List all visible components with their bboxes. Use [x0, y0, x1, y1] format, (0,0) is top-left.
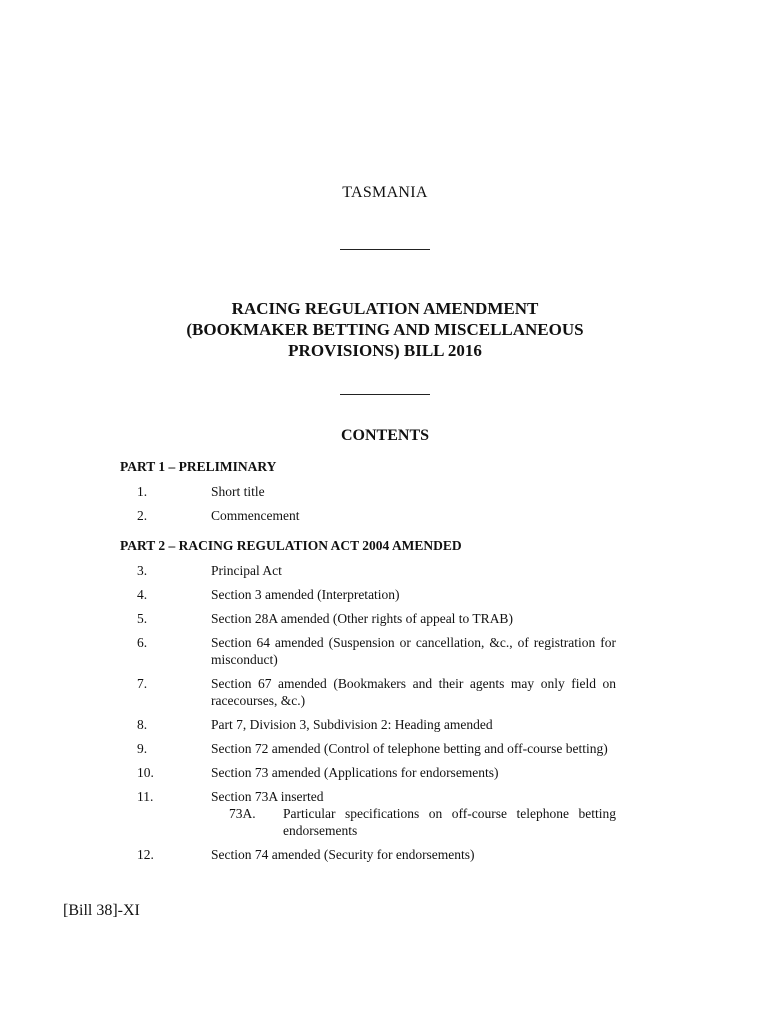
table-of-contents: [120, 459, 620, 870]
toc-entry-number: 7.: [137, 676, 148, 691]
toc-entry-number: 9.: [137, 741, 148, 756]
bill-reference: [Bill 38]-XI: [63, 902, 140, 919]
toc-entry-text: Section 3 amended (Interpretation): [211, 587, 400, 602]
toc-entry: [120, 634, 620, 668]
toc-entry: [120, 483, 620, 500]
part-heading: PART 1 – PRELIMINARY: [120, 459, 277, 474]
bill-title: [0, 298, 770, 361]
toc-entry-body: [211, 788, 616, 839]
toc-entry-text: Commencement: [211, 508, 300, 523]
toc-entry-number: 1.: [137, 484, 148, 499]
toc-entry: [120, 610, 620, 627]
toc-entry-number: 6.: [137, 635, 148, 650]
toc-sub-entry-number: 73A.: [229, 806, 256, 821]
toc-entry: [120, 716, 620, 733]
toc-entry-number: 10.: [137, 765, 154, 780]
toc-entry-text: Section 73 amended (Applications for endorsements): [211, 765, 499, 780]
toc-entry-text: Principal Act: [211, 563, 282, 578]
toc-sub-entry: [211, 805, 616, 839]
toc-entry-number: 2.: [137, 508, 148, 523]
toc-entry: [120, 507, 620, 524]
toc-entry: [120, 562, 620, 579]
toc-entry: [120, 675, 620, 709]
toc-sub-entry-text: Particular specifications on off-course telephone betting endorsements: [283, 806, 616, 838]
contents-heading: CONTENTS: [340, 427, 430, 444]
toc-entry-number: 3.: [137, 563, 148, 578]
separator-rule-top: [340, 249, 430, 250]
toc-entry-text: Section 64 amended (Suspension or cancellation, &c., of registration for misconduct): [211, 635, 616, 667]
toc-entry-number: 8.: [137, 717, 148, 732]
toc-entry: [120, 586, 620, 603]
toc-entry: [120, 740, 620, 757]
jurisdiction-heading: TASMANIA: [342, 184, 428, 201]
toc-entry: [120, 764, 620, 781]
toc-entry-text: Section 74 amended (Security for endorsements): [211, 847, 475, 862]
toc-entry-text: Short title: [211, 484, 265, 499]
toc-entry-text: Section 28A amended (Other rights of appeal to TRAB): [211, 611, 513, 626]
toc-entry-text: Section 67 amended (Bookmakers and their agents may only field on racecourses, &c.): [211, 676, 616, 708]
toc-entry-text: Part 7, Division 3, Subdivision 2: Heading amended: [211, 717, 493, 732]
toc-entry-text: Section 73A inserted: [211, 789, 324, 804]
toc-entry-number: 4.: [137, 587, 148, 602]
bill-title-line-1: RACING REGULATION AMENDMENT: [231, 299, 539, 318]
toc-entry-number: 11.: [137, 789, 154, 804]
separator-rule-bottom: [340, 394, 430, 395]
part-heading: PART 2 – RACING REGULATION ACT 2004 AMENDED: [120, 538, 462, 553]
bill-title-line-2: (BOOKMAKER BETTING AND MISCELLANEOUS: [186, 320, 584, 339]
toc-entry-text: Section 72 amended (Control of telephone betting and off-course betting): [211, 741, 608, 756]
bill-title-line-3: PROVISIONS) BILL 2016: [288, 341, 482, 360]
toc-entry-number: 5.: [137, 611, 148, 626]
toc-entry-number: 12.: [137, 847, 154, 862]
toc-entry: [120, 788, 620, 839]
toc-entry: [120, 846, 620, 863]
